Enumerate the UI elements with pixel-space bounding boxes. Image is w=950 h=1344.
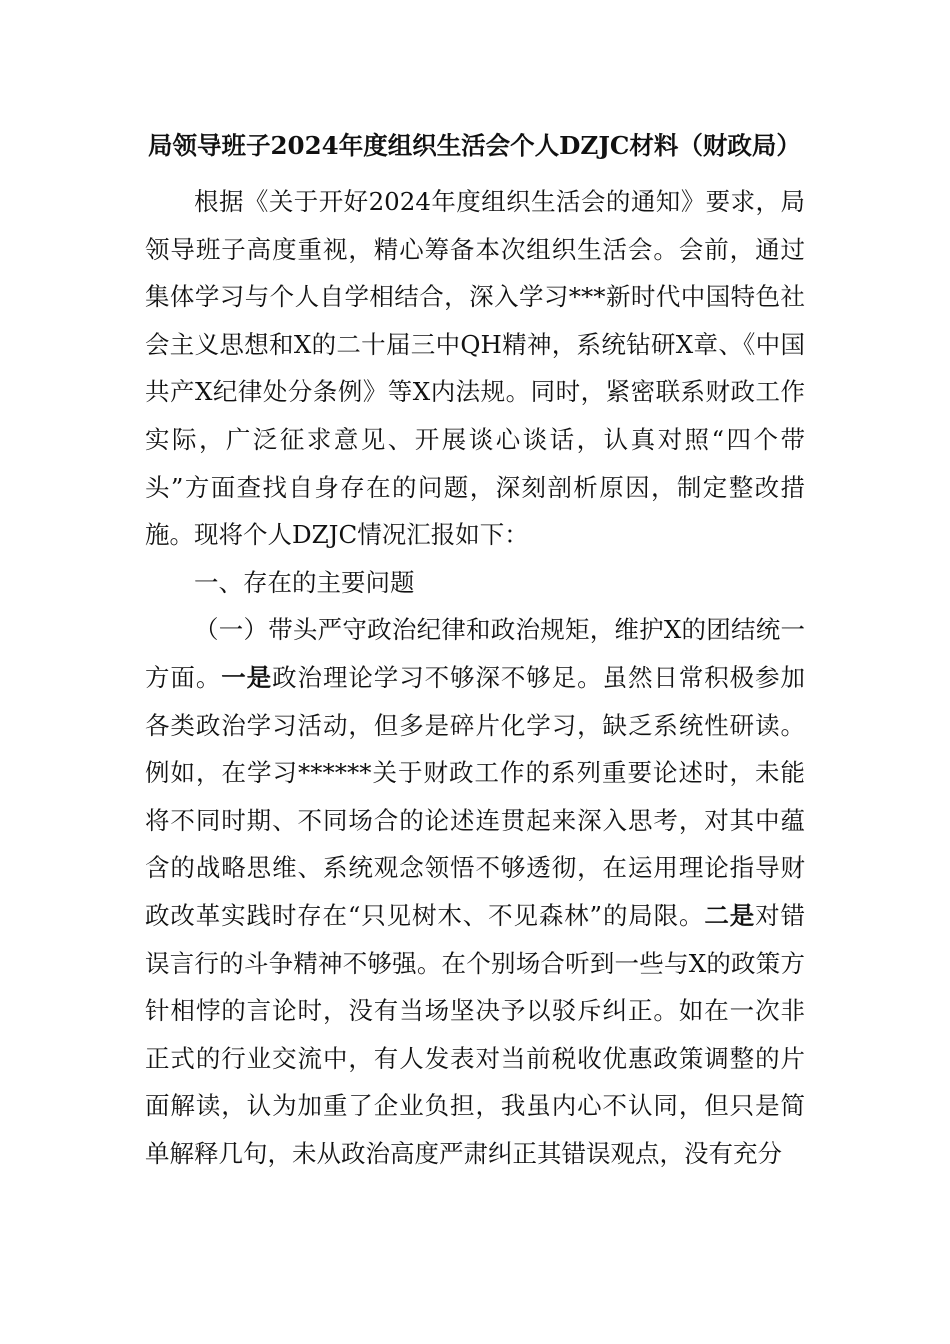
point-two-text: 对错误言行的斗争精神不够强。在个别场合听到一些与X的政策方针相悖的言论时，没有当场坚决予以驳斥纠正。如在一次非正式的行业交流中，有人发表对当前税收优惠政策调整的片面解读，认为加重了企业负担，我虽内心不认同，但只是简单解释几句，未从政治高度严肃纠正其错误观点，没有充分 [145,900,806,1168]
point-one-text: 政治理论学习不够深不够足。虽然日常积极参加各类政治学习活动，但多是碎片化学习，缺乏系统性研读。例如，在学习******关于财政工作的系列重要论述时，未能将不同时期、不同场合的论述连贯起来深入思考，对其中蕴含的战略思维、系统观念领悟不够透彻，在运用理论指导财政改革实践时存在“只见树木、不见森林”的局限。 [145,662,806,930]
section-heading: 一、存在的主要问题 [194,567,415,597]
problem-paragraph [145,606,805,1177]
intro-paragraph: 根据《关于开好2024年度组织生活会的通知》要求，局领导班子高度重视，精心筹备本次组织生活会。会前，通过集体学习与个人自学相结合，深入学习***新时代中国特色社会主义思想和X的二十届三中QH精神，系统钻研X章、《中国共产X纪律处分条例》等X内法规。同时，紧密联系财政工作实际，广泛征求意见、开展谈心谈话，认真对照“四个带头”方面查找自身存在的问题，深刻剖析原因，制定整改措施。现将个人DZJC情况汇报如下： [145,187,805,550]
point-two-marker: 二是 [704,900,756,930]
sub-heading: （一）带头严守政治纪律和政治规矩，维护X的团结统一方面。 [145,615,805,692]
document-title: 局领导班子2024年度组织生活会个人DZJC材料（财政局） [148,131,801,160]
document-body [145,178,805,1177]
point-one-marker: 一是 [221,662,273,692]
